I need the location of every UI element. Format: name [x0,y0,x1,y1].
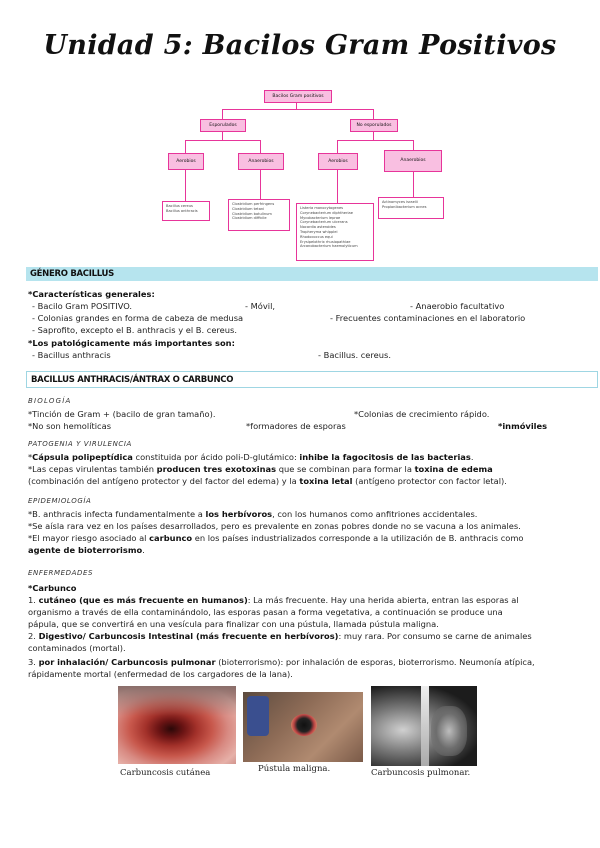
char-item: - Móvil, [245,301,276,311]
patogenia-line: *Cápsula polipeptídica constituida por ácido poli-D-glutámico: inhibe la fagocitosis de las bacterias. [28,452,474,462]
bio-item: *Colonias de crecimiento rápido. [354,409,490,419]
bio-item: *formadores de esporas [246,421,346,431]
subtitle-enfermedades: ENFERMEDADES [28,569,94,577]
epi-line: *Se aísla rara vez en los países desarrollados, pero es prevalente en zonas pobres donde no se vacuna a los animales. [28,521,521,531]
diagram-anaerobios-2: Anaerobios [384,150,442,172]
diagram-list-2: Clostridium perfringens Clostridium tetani Clostridium botulinum Clostridium difficile [228,199,290,231]
epi-line: agente de bioterrorismo. [28,545,145,555]
disease-line: rápidamente mortal (enfermedad de los cargadores de la lana). [28,669,293,679]
characteristics-title: *Características generales: [28,289,155,299]
page-title: Unidad 5: Bacilos Gram Positivos [43,30,557,61]
diagram-list-1: Bacillus cereus Bacillus anthracis [162,201,210,221]
disease-line: organismo a través de ella contaminándolo, las esporas pasan a forma vegetativa, a continuación se produce una [28,607,503,617]
classification-diagram [160,82,446,264]
subtitle-epidemiologia: EPIDEMIOLOGÍA [28,497,92,505]
caption-cutaneous: Carbuncosis cutánea [120,768,211,778]
diagram-list-4: Actinomyces israelii Propionibacterium acnes [378,197,444,219]
epi-line: *El mayor riesgo asociado al carbunco en los países industrializados corresponde a la utilización de B. anthracis como [28,533,524,543]
char-item: - Anaerobio facultativo [410,301,505,311]
pathologic-item: - Bacillus anthracis [32,350,111,360]
section-header-anthracis: BACILLUS ANTHRACIS/ÁNTRAX O CARBUNCO [31,375,234,385]
caption-pulmonary: Carbuncosis pulmonar. [371,768,471,778]
disease-line: 2. Digestivo/ Carbuncosis Intestinal (más frecuente en herbívoros): muy rara. Por consumo se carne de animales [28,631,532,641]
disease-line: 3. por inhalación/ Carbuncosis pulmonar (bioterrorismo): por inhalación de esporas, bioterrorismo. Neumonía atípica, [28,657,535,667]
section-header-box [26,371,598,388]
bio-item: *inmóviles [498,421,548,431]
patogenia-line: (combinación del antígeno protector y del factor del edema) y la toxina letal (antígeno protector con factor letal). [28,476,507,486]
diagram-list-3: Listeria monocytogenes Corynebacterium diphtheriae Mycobacterium leprae Corynebacterium ulcerans Nocardia asteroides Tropheryma whipplei Rhodococcus equi Erysipelothrix rhusiopathiae Arcanobacterium haemolyticum [296,203,374,261]
photo-pustula-maligna [243,692,363,762]
disease-line: 1. cutáneo (que es más frecuente en humanos): La más frecuente. Hay una herida abierta, entran las esporas al [28,595,519,605]
diagram-esporulados: Esporulados [200,119,246,132]
epi-line: *B. anthracis infecta fundamentalmente a los herbívoros, con los humanos como anfitriones accidentales. [28,509,478,519]
patogenia-line: *Las cepas virulentas también producen tres exotoxinas que se combinan para formar la toxina de edema [28,464,493,474]
pathologic-title: *Los patológicamente más importantes son: [28,338,235,348]
char-item: - Bacilo Gram POSITIVO. [32,301,133,311]
diagram-root: Bacilos Gram positivos [264,90,332,103]
disease-line: pápula, que se convertirá en una vesícula para finalizar con una pústula, llamada pústula maligna. [28,619,439,629]
section-header-genero-bacillus: GÉNERO BACILLUS [30,269,114,279]
caption-pustula: Pústula maligna. [258,764,331,774]
bio-item: *No son hemolíticas [28,421,112,431]
photo-cutaneous-anthrax [118,686,236,764]
pathologic-item: - Bacillus. cereus. [318,350,391,360]
char-item: - Colonias grandes en forma de cabeza de medusa [32,313,244,323]
subtitle-patogenia: PATOGENIA Y VIRULENCIA [28,440,132,448]
photo-chest-xray [371,686,477,766]
diagram-no-esporulados: No esporulados [350,119,398,132]
bio-item: *Tinción de Gram + (bacilo de gran tamaño). [28,409,216,419]
char-item: - Frecuentes contaminaciones en el laboratorio [330,313,526,323]
disease-line: contaminados (mortal). [28,643,126,653]
subtitle-biologia: BIOLOGÍA [28,397,72,405]
diagram-aerobios-1: Aerobios [168,153,204,170]
section-header-bar [26,267,598,281]
char-item: - Saprofito, excepto el B. anthracis y el B. cereus. [32,325,237,335]
diagram-anaerobios-1: Anaerobios [238,153,284,170]
carbunco-title: *Carbunco [28,583,77,593]
diagram-aerobios-2: Aerobios [318,153,358,170]
